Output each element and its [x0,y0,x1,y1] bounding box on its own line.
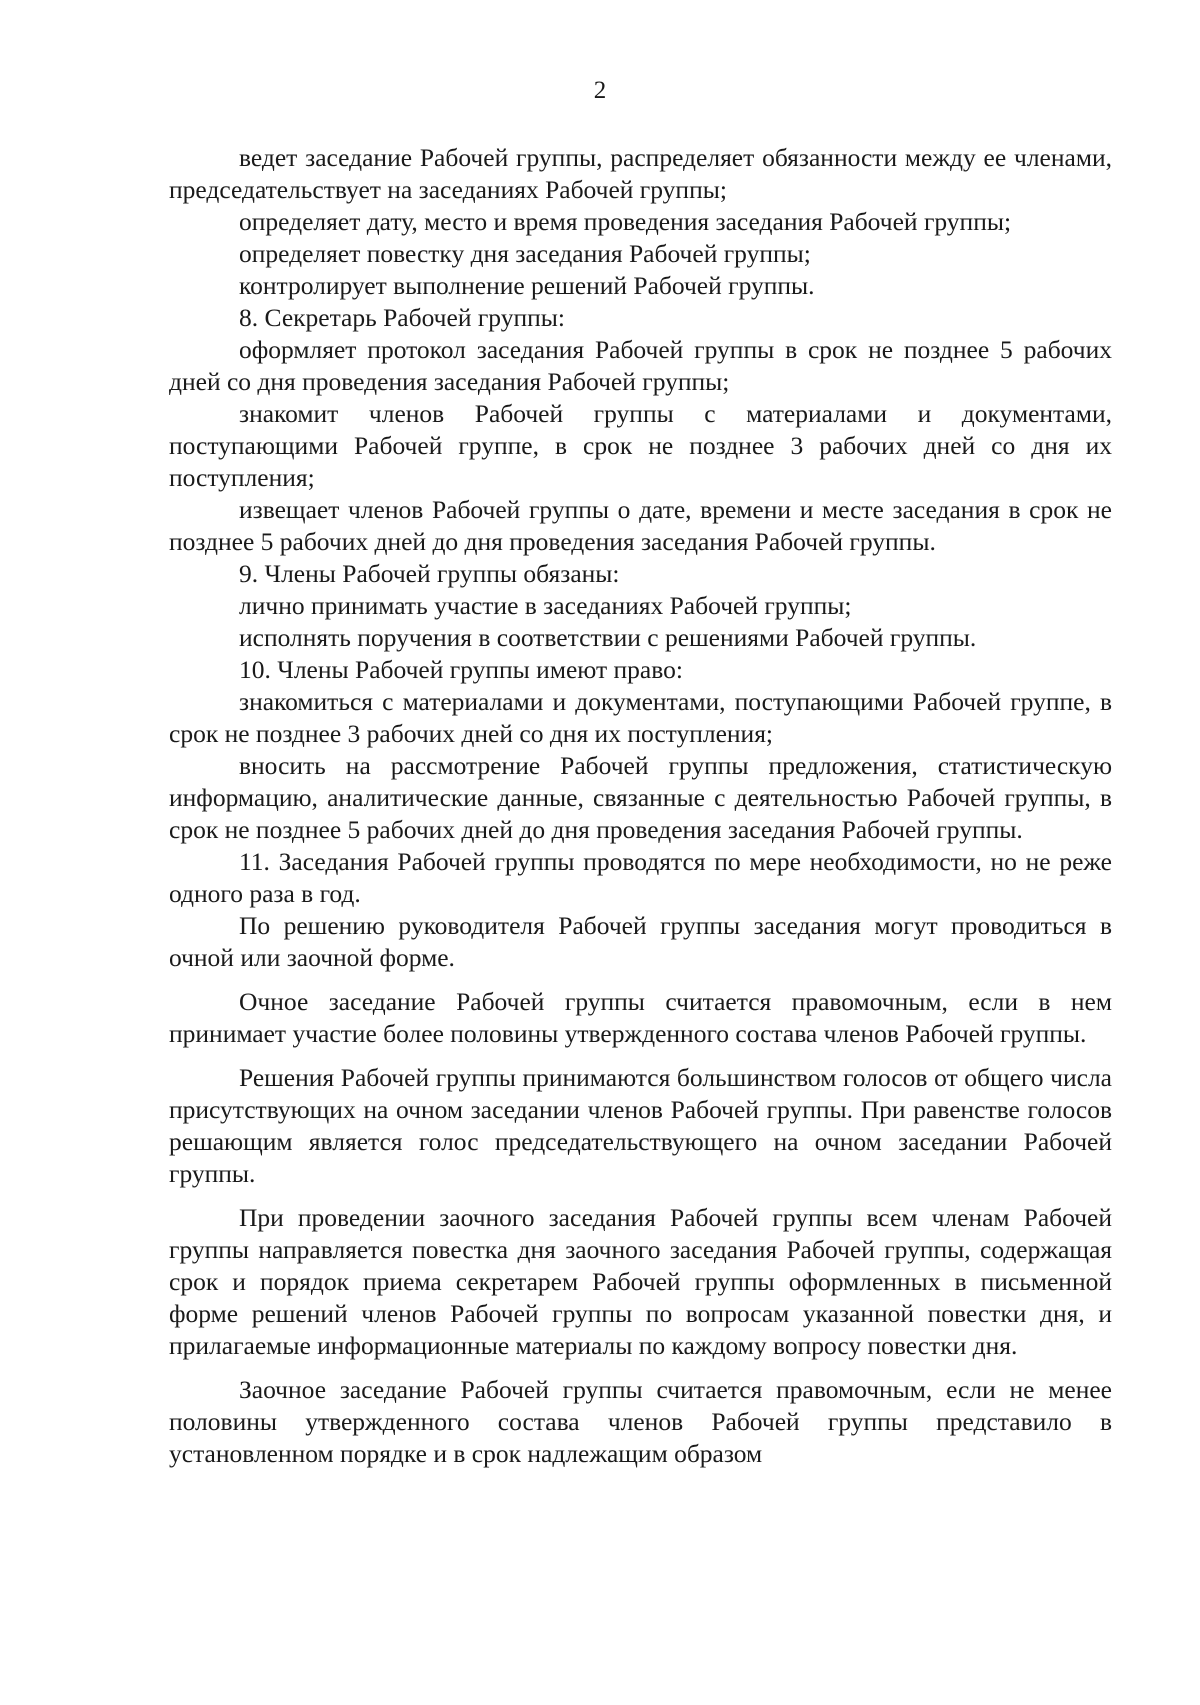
paragraph: Очное заседание Рабочей группы считается правомочным, если в нем принимает участие более половины утвержденного состава членов Рабочей группы. [169,987,1112,1048]
paragraph: контролирует выполнение решений Рабочей группы. [239,271,815,300]
paragraph: лично принимать участие в заседаниях Рабочей группы; [239,591,852,620]
paragraph: вносить на рассмотрение Рабочей группы предложения, статистическую информацию, аналитические данные, связанные с деятельностью Рабочей группы, в срок не позднее 5 рабочих дней до дня проведения заседания Рабочей группы. [169,751,1112,844]
paragraph: оформляет протокол заседания Рабочей группы в срок не позднее 5 рабочих дней со дня проведения заседания Рабочей группы; [169,335,1112,396]
paragraph: По решению руководителя Рабочей группы заседания могут проводиться в очной или заочной форме. [169,911,1112,972]
paragraph: Решения Рабочей группы принимаются большинством голосов от общего числа присутствующих на очном заседании членов Рабочей группы. При равенстве голосов решающим является голос председательствующего на очном заседании Рабочей группы. [169,1063,1112,1188]
paragraph: знакомит членов Рабочей группы с материалами и документами, поступающими Рабочей группе, в срок не позднее 3 рабочих дней со дня их поступления; [169,399,1112,492]
page-number: 2 [593,77,607,104]
document-body [169,142,1112,1470]
paragraph: 11. Заседания Рабочей группы проводятся по мере необходимости, но не реже одного раза в год. [169,847,1112,908]
paragraph: Заочное заседание Рабочей группы считается правомочным, если не менее половины утвержденного состава членов Рабочей группы представило в установленном порядке и в срок надлежащим образом [169,1375,1112,1468]
paragraph: знакомиться с материалами и документами, поступающими Рабочей группе, в срок не позднее 3 рабочих дней со дня их поступления; [169,687,1112,748]
paragraph: При проведении заочного заседания Рабочей группы всем членам Рабочей группы направляется повестка дня заочного заседания Рабочей группы, содержащая срок и порядок приема секретарем Рабочей группы оформленных в письменной форме решений членов Рабочей группы по вопросам указанной повестки дня, и прилагаемые информационные материалы по каждому вопросу повестки дня. [169,1203,1112,1360]
section-heading: 8. Секретарь Рабочей группы: [239,303,565,332]
section-heading: 10. Члены Рабочей группы имеют право: [239,655,683,684]
paragraph: извещает членов Рабочей группы о дате, времени и месте заседания в срок не позднее 5 рабочих дней до дня проведения заседания Рабочей группы. [169,495,1112,556]
paragraph: ведет заседание Рабочей группы, распределяет обязанности между ее членами, председательствует на заседаниях Рабочей группы; [169,143,1112,204]
section-heading: 9. Члены Рабочей группы обязаны: [239,559,620,588]
paragraph: определяет дату, место и время проведения заседания Рабочей группы; [239,207,1012,236]
paragraph: определяет повестку дня заседания Рабочей группы; [239,239,811,268]
paragraph: исполнять поручения в соответствии с решениями Рабочей группы. [239,623,977,652]
